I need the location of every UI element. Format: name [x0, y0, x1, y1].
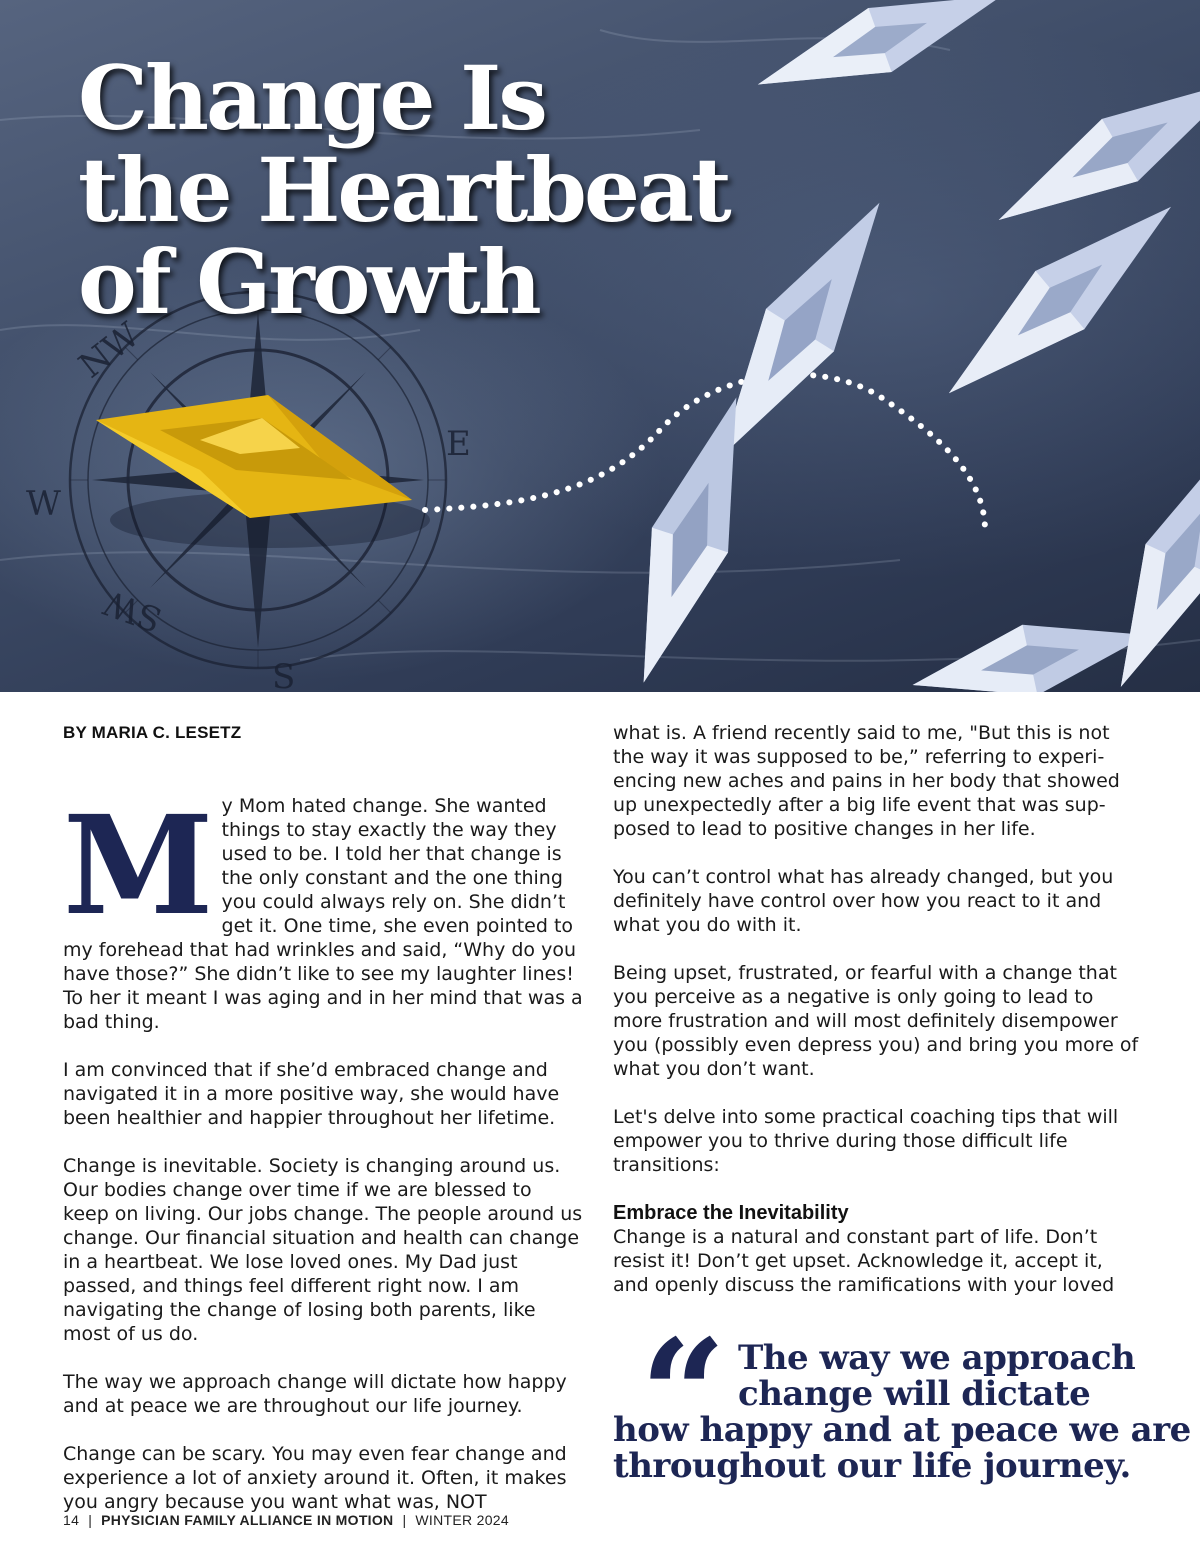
title-line-3: of Growth: [78, 230, 539, 334]
hero-image: [0, 0, 1200, 692]
compass-label-s: S: [272, 657, 296, 692]
byline: BY MARIA C. LESETZ: [63, 723, 242, 742]
body-paragraph: Change is inevitable. Society is changing around us. Our bodies change over time if we are blessed to keep on living. Our jobs change. The people around us change. Our financial situation and health can change in a heartbeat. We lose loved ones. My Dad just passed, and things feel different right now. I am navigating the change of losing both parents, like most of us do.: [63, 1155, 583, 1345]
body-paragraph: Being upset, frustrated, or fearful with a change that you perceive as a negative is only going to lead to more frustration and will most definitely disempower you (possibly even depress you) and bring you more of what you don’t want.: [613, 962, 1139, 1080]
body-paragraph: what is. A friend recently said to me, "But this is not the way it was supposed to be,” referring to experiencing new aches and pains in her body that showed up unexpectedly after a big life event that was supposed to lead to positive changes in her life.: [613, 722, 1120, 840]
drop-cap: M: [63, 786, 214, 946]
body-paragraph: The way we approach change will dictate how happy and at peace we are throughout our life journey.: [63, 1371, 567, 1417]
yellow-paper-boat: [96, 395, 430, 548]
page-footer: [63, 1512, 509, 1528]
quote-mark-icon: “: [640, 1307, 727, 1483]
compass-label-w: W: [26, 484, 61, 524]
paragraph-text: y Mom hated change. She wanted things to stay exactly the way they used to be. I told her that change is the only constant and the one thing you could always rely on. She didn’t get it. One time, she even pointed to my forehead that had wrinkles and said, “Why do you have those?” She didn’t like to see my laughter lines! To her it meant I was aging and in her mind that was a bad thing.: [63, 795, 583, 1033]
body-paragraph: Change can be scary. You may even fear change and experience a lot of anxiety around it. Often, it makes you angry because you want what was, NOT: [63, 1443, 567, 1513]
pull-quote-line: change will dictate: [738, 1374, 1091, 1414]
pull-quote-line: throughout our life journey.: [613, 1446, 1131, 1486]
page-number: 14: [63, 1512, 80, 1528]
section-subhead: Embrace the Inevitability: [613, 1202, 849, 1224]
body-paragraph: [63, 786, 583, 1034]
right-column: [613, 721, 1143, 1321]
title-line-1: Change Is: [78, 46, 545, 150]
title-line-2: the Heartbeat: [78, 138, 729, 242]
body-paragraph: I am convinced that if she’d embraced change and navigated it in a more positive way, she would have been healthier and happier throughout her lifetime.: [63, 1059, 560, 1129]
body-paragraph: Let's delve into some practical coaching tips that will empower you to thrive during those difficult life transitions:: [613, 1106, 1119, 1176]
compass-label-e: E: [446, 424, 471, 464]
footer-separator: |: [402, 1512, 407, 1528]
pull-quote-line: The way we approach: [738, 1338, 1136, 1378]
issue-name: WINTER 2024: [415, 1512, 509, 1528]
compass-label-nw: NW: [71, 315, 148, 387]
pull-quote-line: how happy and at peace we are: [613, 1410, 1191, 1450]
body-paragraph: You can’t control what has already changed, but you definitely have control over how you react to it and what you do with it.: [613, 866, 1114, 936]
compass-label-sw: SW: [98, 581, 168, 640]
pull-quote: [613, 1338, 1191, 1486]
left-column: [63, 770, 583, 1538]
body-paragraph: Change is a natural and constant part of life. Don’t resist it! Don’t get upset. Acknowledge it, accept it, and openly discuss the ramifications with your loved: [613, 1226, 1115, 1296]
publication-name: PHYSICIAN FAMILY ALLIANCE IN MOTION: [101, 1512, 394, 1528]
footer-separator: |: [88, 1512, 93, 1528]
article-title: [78, 46, 729, 334]
